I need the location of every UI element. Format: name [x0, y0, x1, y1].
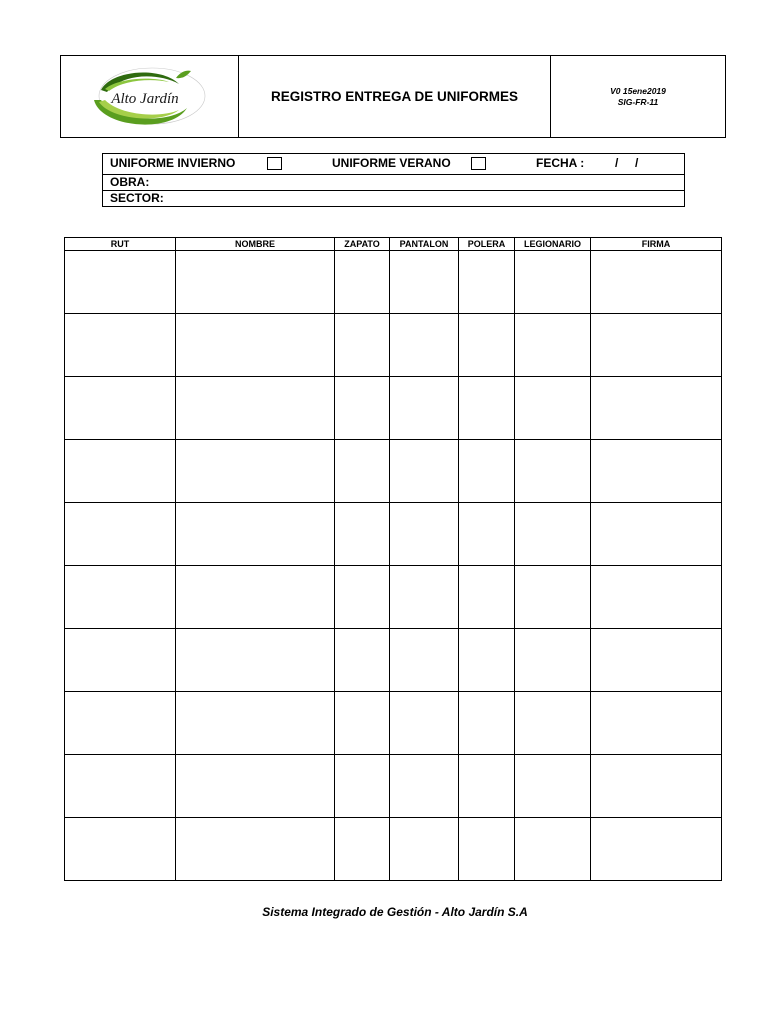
- table-row: [65, 251, 722, 314]
- rut-cell[interactable]: [65, 440, 176, 503]
- firma-cell[interactable]: [591, 251, 722, 314]
- nombre-cell[interactable]: [176, 251, 335, 314]
- rut-cell[interactable]: [65, 629, 176, 692]
- pantalon-cell[interactable]: [390, 440, 459, 503]
- legionario-cell[interactable]: [515, 440, 591, 503]
- sector-label: SECTOR:: [110, 191, 164, 205]
- zapato-cell[interactable]: [335, 440, 390, 503]
- version-label: V0 15ene2019: [610, 85, 666, 96]
- firma-cell[interactable]: [591, 818, 722, 881]
- zapato-cell[interactable]: [335, 818, 390, 881]
- summer-uniform-label: UNIFORME VERANO: [332, 156, 451, 170]
- company-logo: [61, 56, 239, 137]
- polera-cell[interactable]: [459, 503, 515, 566]
- uniform-delivery-table: [64, 237, 722, 881]
- pantalon-cell[interactable]: [390, 692, 459, 755]
- legionario-cell[interactable]: [515, 314, 591, 377]
- footer-text: Sistema Integrado de Gestión - Alto Jardín S.A: [262, 905, 528, 919]
- document-header: [60, 55, 726, 138]
- legionario-cell[interactable]: [515, 818, 591, 881]
- rut-cell[interactable]: [65, 692, 176, 755]
- polera-cell[interactable]: [459, 692, 515, 755]
- rut-cell[interactable]: [65, 251, 176, 314]
- uniform-table-wrapper: [64, 237, 722, 881]
- rut-cell[interactable]: [65, 377, 176, 440]
- table-header-row: [65, 238, 722, 251]
- firma-cell[interactable]: [591, 629, 722, 692]
- zapato-cell[interactable]: [335, 503, 390, 566]
- zapato-cell[interactable]: [335, 692, 390, 755]
- column-header-rut: RUT: [65, 238, 176, 251]
- column-header-zapato: ZAPATO: [335, 238, 390, 251]
- rut-cell[interactable]: [65, 314, 176, 377]
- polera-cell[interactable]: [459, 377, 515, 440]
- pantalon-cell[interactable]: [390, 629, 459, 692]
- nombre-cell[interactable]: [176, 755, 335, 818]
- summer-uniform-checkbox[interactable]: [471, 157, 486, 170]
- polera-cell[interactable]: [459, 566, 515, 629]
- pantalon-cell[interactable]: [390, 818, 459, 881]
- table-body: [65, 251, 722, 881]
- zapato-cell[interactable]: [335, 377, 390, 440]
- nombre-cell[interactable]: [176, 692, 335, 755]
- column-header-firma: FIRMA: [591, 238, 722, 251]
- polera-cell[interactable]: [459, 314, 515, 377]
- zapato-cell[interactable]: [335, 755, 390, 818]
- polera-cell[interactable]: [459, 440, 515, 503]
- document-code: SIG-FR-11: [617, 96, 659, 107]
- pantalon-cell[interactable]: [390, 566, 459, 629]
- table-row: [65, 440, 722, 503]
- legionario-cell[interactable]: [515, 566, 591, 629]
- logo-text: Alto Jardín: [111, 91, 179, 107]
- document-code-cell: [551, 56, 725, 137]
- table-row: [65, 629, 722, 692]
- uniform-type-row: [103, 154, 684, 175]
- nombre-cell[interactable]: [176, 629, 335, 692]
- nombre-cell[interactable]: [176, 314, 335, 377]
- firma-cell[interactable]: [591, 503, 722, 566]
- nombre-cell[interactable]: [176, 818, 335, 881]
- document-title: REGISTRO ENTREGA DE UNIFORMES: [270, 89, 518, 104]
- legionario-cell[interactable]: [515, 755, 591, 818]
- pantalon-cell[interactable]: [390, 503, 459, 566]
- zapato-cell[interactable]: [335, 566, 390, 629]
- winter-uniform-checkbox[interactable]: [267, 157, 282, 170]
- polera-cell[interactable]: [459, 818, 515, 881]
- column-header-pantalon: PANTALON: [390, 238, 459, 251]
- rut-cell[interactable]: [65, 755, 176, 818]
- legionario-cell[interactable]: [515, 692, 591, 755]
- nombre-cell[interactable]: [176, 503, 335, 566]
- info-box: [102, 153, 685, 207]
- table-row: [65, 503, 722, 566]
- rut-cell[interactable]: [65, 566, 176, 629]
- table-row: [65, 377, 722, 440]
- column-header-polera: POLERA: [459, 238, 515, 251]
- legionario-cell[interactable]: [515, 377, 591, 440]
- logo-cell: [61, 56, 239, 137]
- firma-cell[interactable]: [591, 755, 722, 818]
- table-row: [65, 818, 722, 881]
- obra-label: OBRA:: [110, 175, 150, 189]
- nombre-cell[interactable]: [176, 566, 335, 629]
- column-header-nombre: NOMBRE: [176, 238, 335, 251]
- firma-cell[interactable]: [591, 377, 722, 440]
- title-cell: [239, 56, 551, 137]
- firma-cell[interactable]: [591, 440, 722, 503]
- pantalon-cell[interactable]: [390, 377, 459, 440]
- legionario-cell[interactable]: [515, 629, 591, 692]
- pantalon-cell[interactable]: [390, 755, 459, 818]
- winter-uniform-label: UNIFORME INVIERNO: [110, 156, 236, 170]
- obra-row: [103, 174, 684, 191]
- nombre-cell[interactable]: [176, 440, 335, 503]
- nombre-cell[interactable]: [176, 377, 335, 440]
- polera-cell[interactable]: [459, 251, 515, 314]
- firma-cell[interactable]: [591, 314, 722, 377]
- rut-cell[interactable]: [65, 503, 176, 566]
- sector-row: [103, 190, 684, 206]
- legionario-cell[interactable]: [515, 503, 591, 566]
- firma-cell[interactable]: [591, 692, 722, 755]
- polera-cell[interactable]: [459, 629, 515, 692]
- zapato-cell[interactable]: [335, 629, 390, 692]
- zapato-cell[interactable]: [335, 314, 390, 377]
- rut-cell[interactable]: [65, 818, 176, 881]
- pantalon-cell[interactable]: [390, 314, 459, 377]
- date-label: FECHA :: [536, 156, 585, 170]
- table-row: [65, 314, 722, 377]
- pantalon-cell[interactable]: [390, 251, 459, 314]
- firma-cell[interactable]: [591, 566, 722, 629]
- polera-cell[interactable]: [459, 755, 515, 818]
- table-row: [65, 566, 722, 629]
- zapato-cell[interactable]: [335, 251, 390, 314]
- table-row: [65, 692, 722, 755]
- table-row: [65, 755, 722, 818]
- date-field[interactable]: / /: [615, 156, 639, 170]
- legionario-cell[interactable]: [515, 251, 591, 314]
- column-header-legionario: LEGIONARIO: [515, 238, 591, 251]
